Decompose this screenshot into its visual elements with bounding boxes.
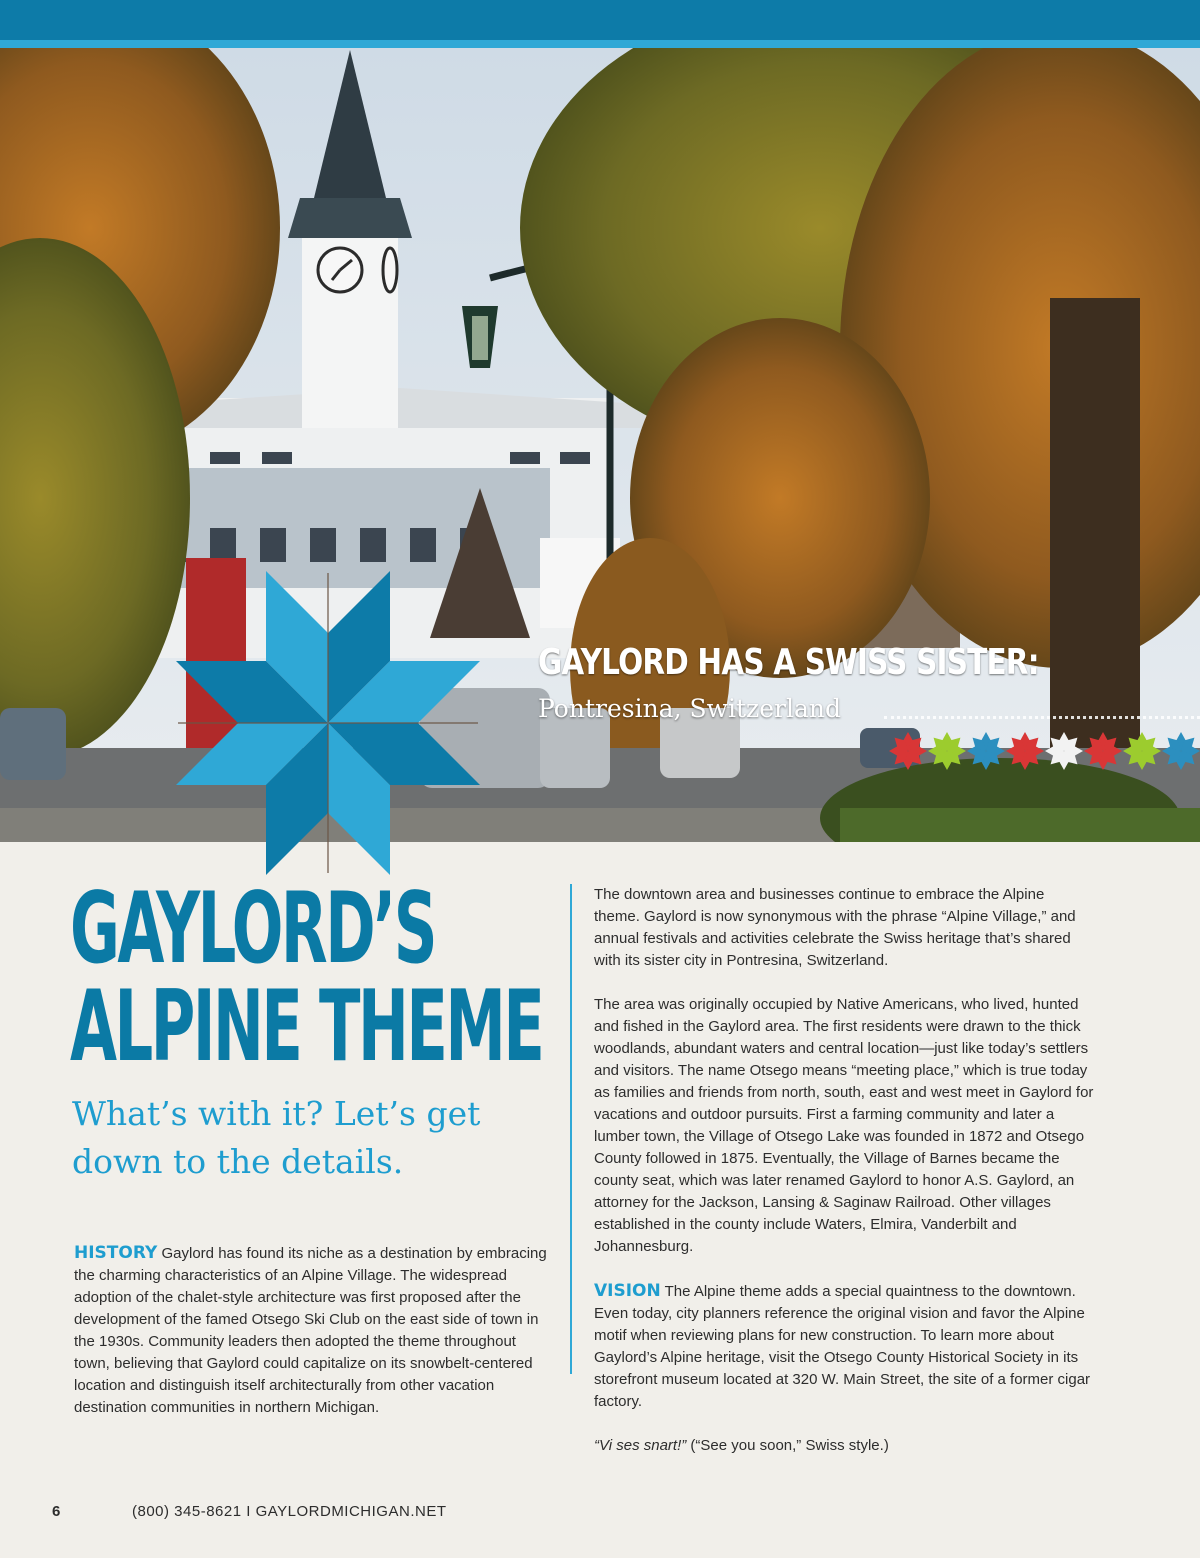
- article-subhead: What’s with it? Let’s get down to the details.: [72, 1094, 481, 1181]
- history-label: HISTORY: [74, 1243, 158, 1263]
- signoff-line: [594, 1435, 1094, 1457]
- star-6-icon: [1084, 732, 1122, 770]
- swiss-star-pattern: [888, 728, 1200, 774]
- star-5-icon: [1045, 732, 1083, 770]
- star-7-icon: [1123, 732, 1161, 770]
- photo-caption-title: GAYLORD HAS A SWISS SISTER:: [538, 642, 1039, 683]
- top-color-band: [0, 0, 1200, 40]
- star-4-icon: [1006, 732, 1044, 770]
- vision-paragraph: [594, 1280, 1094, 1413]
- right-column: [594, 884, 1094, 1457]
- headline-line-2: ALPINE THEME: [70, 970, 543, 1084]
- vision-text: The Alpine theme adds a special quaintness to the downtown. Even today, city planners reference the original vision and favor the Alpine motif when reviewing plans for new construction. To learn more about Gaylord’s Alpine heritage, visit the Otsego County Historical Society in its storefront museum located at 320 W. Main Street, the site of a former cigar factory.: [594, 1283, 1091, 1410]
- column-divider: [570, 884, 572, 1374]
- star-3-icon: [967, 732, 1005, 770]
- paragraph-alpine-village: The downtown area and businesses continue to embrace the Alpine theme. Gaylord is now synonymous with the phrase “Alpine Village,” and annual festivals and activities celebrate the Swiss heritage that’s shared with its sister city in Pontresina, Switzerland.: [594, 886, 1076, 969]
- article-headline: [70, 872, 543, 1084]
- star-8-icon: [1162, 732, 1200, 770]
- star-2-icon: [928, 732, 966, 770]
- alpine-star-emblem-icon: [166, 555, 496, 895]
- top-accent-line: [0, 40, 1200, 48]
- footer-contact: (800) 345-8621 I GAYLORDMICHIGAN.NET: [132, 1503, 447, 1520]
- history-text: Gaylord has found its niche as a destination by embracing the charming characteristics of an Alpine Village. The widespread adoption of the chalet-style architecture was first proposed after the development of the famed Otsego Ski Club on the east side of town in the 1930s. Community leaders then adopted the theme throughout town, believing that Gaylord could capitalize on its snowbelt-centered location and distinguish itself architecturally from other vacation destination communities in northern Michigan.: [74, 1245, 547, 1416]
- photo-caption-subtitle: Pontresina, Switzerland: [538, 694, 841, 723]
- signoff-rest: (“See you soon,” Swiss style.): [686, 1437, 889, 1454]
- headline-line-1: GAYLORD’S: [70, 872, 436, 986]
- caption-dotted-rule: [884, 716, 1200, 719]
- vision-label: VISION: [594, 1281, 661, 1301]
- history-paragraph: [74, 1242, 554, 1419]
- star-1-icon: [889, 732, 927, 770]
- signoff-italic: “Vi ses snart!”: [594, 1437, 687, 1454]
- paragraph-area-history: The area was originally occupied by Native Americans, who lived, hunted and fished in the Gaylord area. The first residents were drawn to the thick woodlands, abundant waters and central location—just like today’s settlers and visitors. The name Otsego means “meeting place,” which is true today as families and friends from north, south, east and west meet in Gaylord for vacations and outdoor pursuits. First a farming community and later a lumber town, the Village of Otsego Lake was founded in 1872 and Otsego County followed in 1875. Eventually, the Village of Barnes became the county seat, which was later renamed Gaylord to honor A.S. Gaylord, an attorney for the Jackson, Lansing & Saginaw Railroad. Other villages established in the county include Waters, Elmira, Vanderbilt and Johannesburg.: [594, 996, 1094, 1255]
- page-number: 6: [52, 1503, 61, 1520]
